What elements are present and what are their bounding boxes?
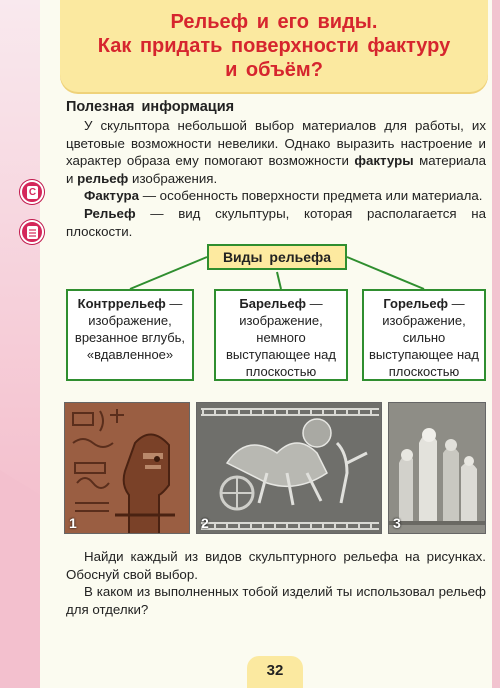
chariot-relief-illustration [197, 403, 382, 534]
high-relief-illustration [389, 403, 486, 534]
c-letter-icon [20, 180, 44, 204]
egyptian-relief-illustration [65, 403, 190, 534]
relief-type-desc: — изображение, врезанное вглубь, «вдавленное» [74, 296, 186, 362]
page-number: 32 [247, 656, 303, 688]
c-letter-glyph: С [28, 187, 37, 198]
photo-high-relief [388, 402, 486, 534]
relief-type-name: Барельеф [239, 296, 306, 311]
definition-text: — особенность поверхности предмета или материала. [142, 188, 483, 204]
relief-type-desc: — изображение, немного выступающее над плоскостью [226, 296, 336, 379]
notepad-lines-icon [27, 226, 38, 239]
title-line-3: и объём? [225, 59, 323, 81]
relief-types-heading: Виды рельефа [207, 244, 347, 270]
task-paragraph-1: Найди каждый из видов скульптурного рельефа на рисунках. Обоснуй свой выбор. [66, 549, 486, 582]
info-paragraph-2 [66, 187, 486, 205]
photo-number: 2 [201, 515, 209, 531]
task-paragraph-2: В каком из выполненных тобой изделий ты использовал рельеф для отделки? [66, 584, 486, 617]
lesson-title [60, 0, 488, 92]
photo-chariot-bas-relief [196, 402, 382, 534]
info-paragraph-1: У скульптора небольшой выбор материалов для работы, их цветовые возможности невелики. Однако выразить настроение и характер образа ему помогают возможности фактуры материала и рельеф изображения. [66, 118, 487, 186]
definition-term: Фактура [84, 188, 139, 204]
definition-text: — вид скульптуры, которая располагается на плоскости. [66, 205, 486, 239]
relief-type-desc: — изображение, сильно выступающее над плоскостью [369, 296, 479, 379]
relief-type-bas-relief [214, 289, 348, 381]
definition-term: Рельеф [84, 205, 136, 221]
section-heading: Полезная информация [66, 99, 235, 115]
info-text [66, 117, 486, 240]
relief-type-counter-relief [66, 289, 194, 381]
title-line-1: Рельеф и его виды. [170, 11, 378, 33]
notepad-icon [20, 220, 44, 244]
term-relief: рельеф [77, 170, 129, 186]
photo-egyptian-relief [64, 402, 190, 534]
photo-number: 1 [69, 515, 77, 531]
relief-type-name: Контррельеф [77, 296, 166, 311]
title-line-2: Как придать поверхности фактуру [97, 35, 451, 57]
relief-type-high-relief [362, 289, 486, 381]
term-factura: фактуры [354, 153, 414, 169]
photo-number: 3 [393, 515, 401, 531]
relief-type-name: Горельеф [383, 296, 449, 311]
task-text [66, 548, 486, 618]
info-paragraph-3 [66, 205, 486, 240]
